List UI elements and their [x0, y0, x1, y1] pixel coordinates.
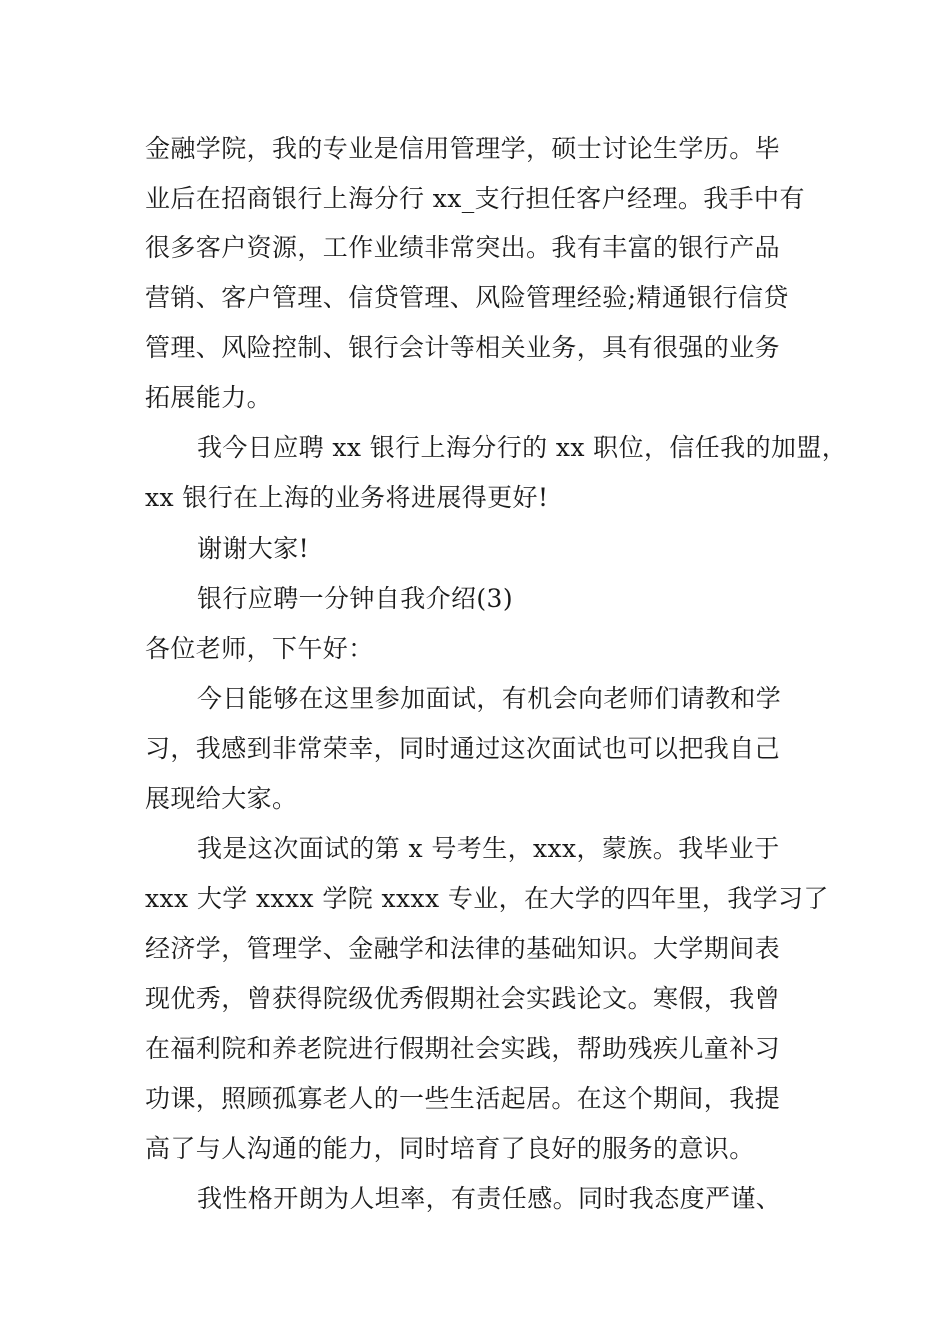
text-line: 展现给大家。 [145, 784, 298, 813]
text-line: 金融学院，我的专业是信用管理学，硕士讨论生学历。毕 [145, 134, 781, 163]
text-line: 现优秀，曾获得院级优秀假期社会实践论文。寒假，我曾 [145, 984, 781, 1013]
text-line: 我是这次面试的第 x 号考生，xxx，蒙族。我毕业于 [197, 834, 780, 863]
section-heading: 银行应聘一分钟自我介绍(3) [197, 584, 514, 613]
text-line: 我今日应聘 xx 银行上海分行的 xx 职位，信任我的加盟， [197, 433, 848, 462]
text-line: xx 银行在上海的业务将进展得更好! [145, 483, 549, 512]
text-line: 业后在招商银行上海分行 xx_支行担任客户经理。我手中有 [145, 184, 805, 213]
text-line: 经济学，管理学、金融学和法律的基础知识。大学期间表 [145, 934, 781, 963]
text-line: 高了与人沟通的能力，同时培育了良好的服务的意识。 [145, 1134, 755, 1163]
text-line: 很多客户资源，工作业绩非常突出。我有丰富的银行产品 [145, 233, 781, 262]
text-line: 我性格开朗为人坦率，有责任感。同时我态度严谨、 [197, 1184, 782, 1213]
text-line: 谢谢大家! [197, 534, 310, 563]
text-line: 在福利院和养老院进行假期社会实践，帮助残疾儿童补习 [145, 1034, 781, 1063]
text-line: xxx 大学 xxxx 学院 xxxx 专业，在大学的四年里，我学习了 [145, 884, 829, 913]
greeting-line: 各位老师，下午好： [145, 634, 374, 663]
text-line: 营销、客户管理、信贷管理、风险管理经验;精通银行信贷 [145, 283, 789, 312]
text-line: 管理、风险控制、银行会计等相关业务，具有很强的业务 [145, 333, 781, 362]
text-line: 习，我感到非常荣幸，同时通过这次面试也可以把我自己 [145, 734, 781, 763]
text-line: 功课，照顾孤寡老人的一些生活起居。在这个期间，我提 [145, 1084, 781, 1113]
text-line: 今日能够在这里参加面试，有机会向老师们请教和学 [197, 684, 782, 713]
text-line: 拓展能力。 [145, 383, 273, 412]
